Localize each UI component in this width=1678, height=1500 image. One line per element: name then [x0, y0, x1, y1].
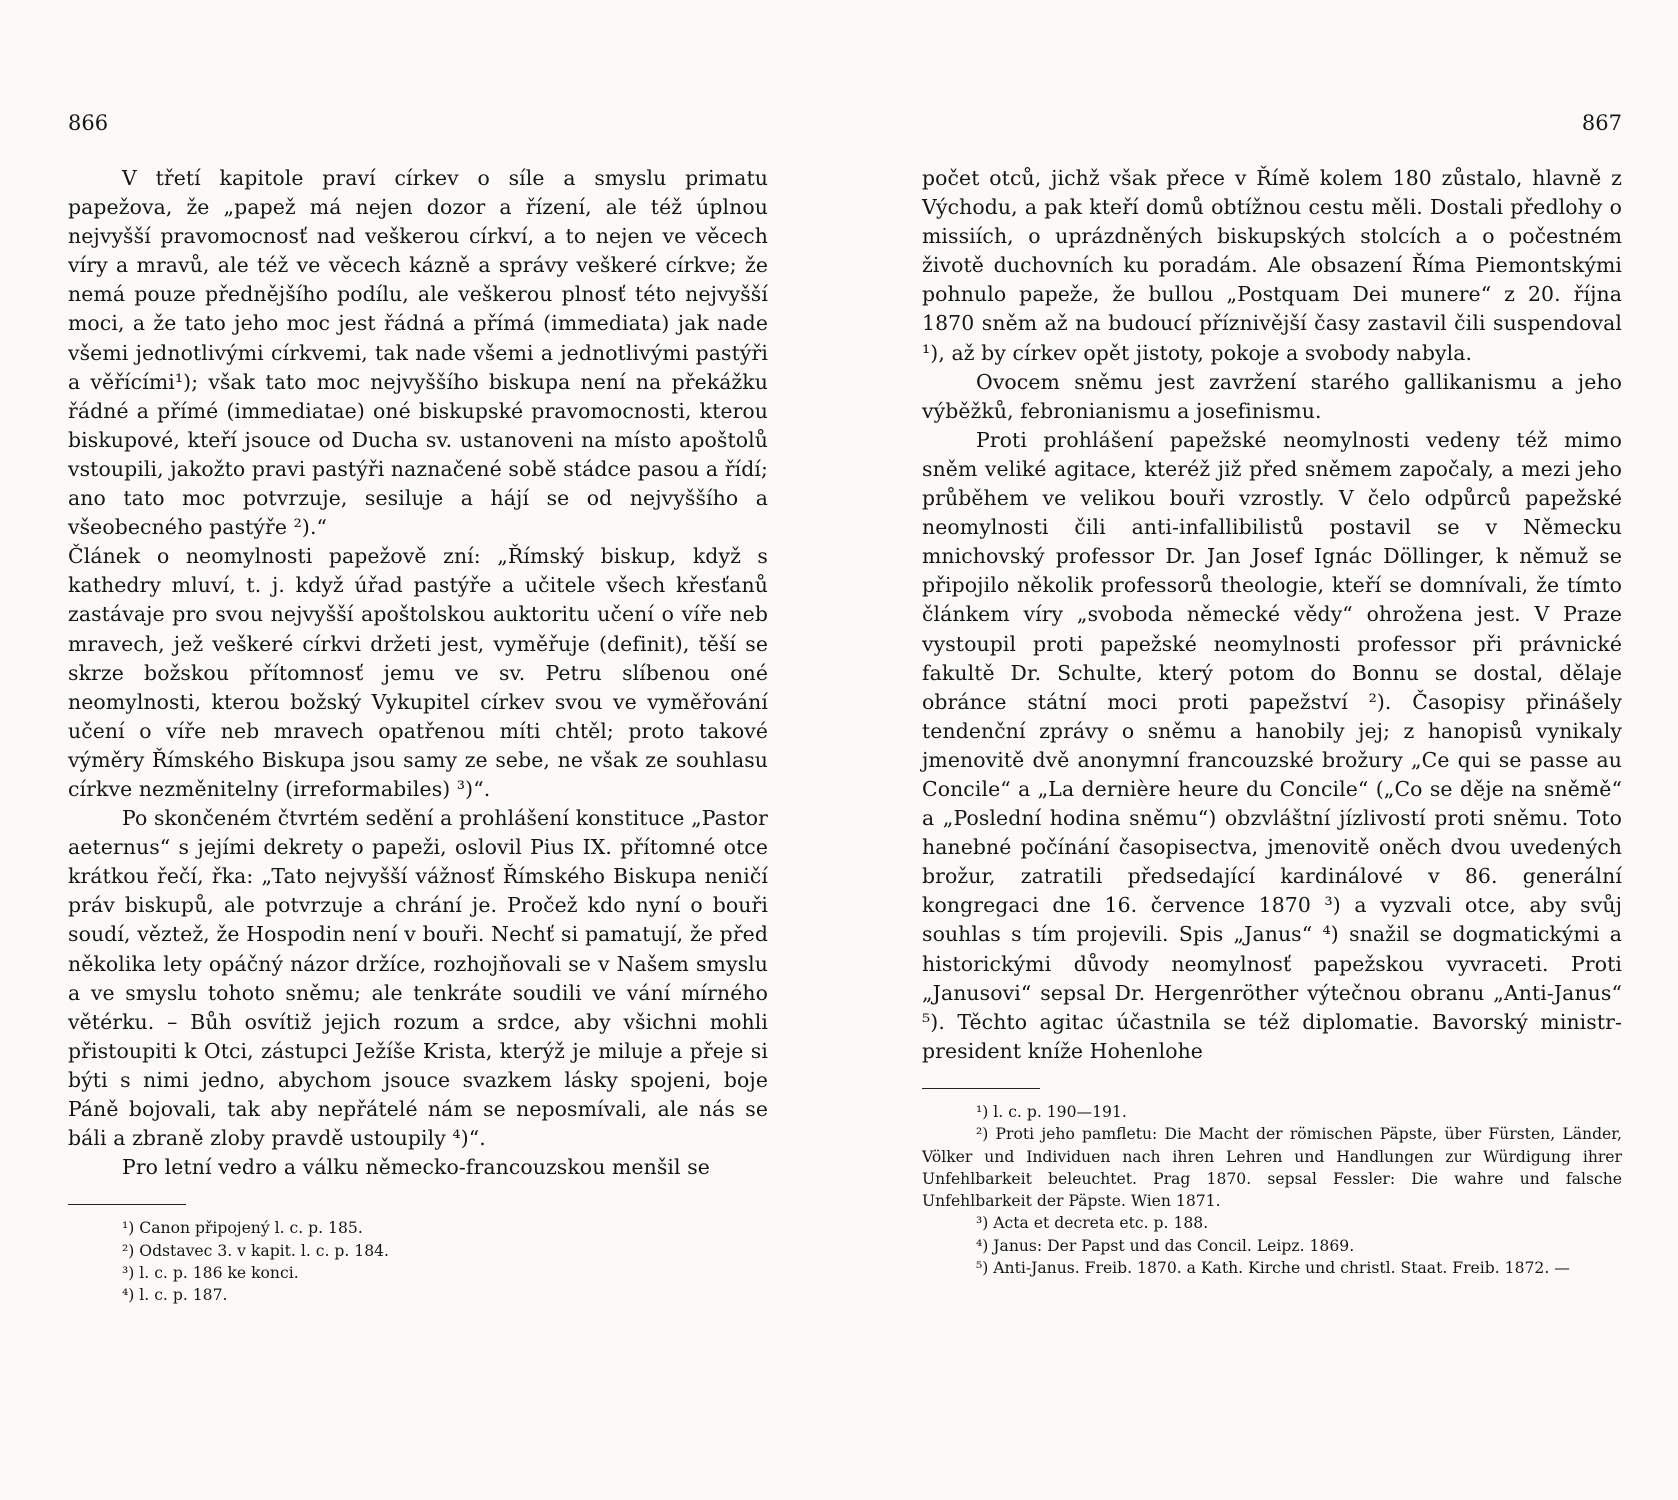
- paragraph: Ovocem sněmu jest zavržení starého gallikanismu a jeho výběžků, febronianismu a josefinismu.: [922, 369, 1622, 423]
- footnotes: [922, 1101, 1622, 1279]
- paragraph: Článek o neomylnosti papežově zní: „Římský biskup, když s kathedry mluví, t. j. když úřad pastýře a učitele všech křesťanů zastávaje pro svou nejvyšší apoštolskou auktoritu učení o víře neb mravech, jež veškeré církvi držeti jest, vyměřuje (definit), těší se skrze božskou přítomnosť jemu ve sv. Petru slíbenou oné neomylnosti, kterou božský Vykupitel církev svou ve vyměřování učení o víře neb mravech opatřenou míti chtěl; proto takové výměry Římského Biskupa jsou samy ze sebe, ne však ze souhlasu církve nezměnitelny (irreformabiles) ³)“.: [68, 544, 768, 801]
- footnote: ³) l. c. p. 186 ke konci.: [122, 1263, 299, 1282]
- footnote: ⁵) Anti-Janus. Freib. 1870. a Kath. Kirche und christl. Staat. Freib. 1872. —: [976, 1258, 1570, 1277]
- footnotes: [68, 1217, 768, 1306]
- page-number: 866: [68, 111, 109, 135]
- paragraph: Po skončeném čtvrtém sedění a prohlášení konstituce „Pastor aeternus“ s jejími dekrety o papeži, oslovil Pius IX. přítomné otce krátkou řečí, řka: „Tato nejvyšší vážnosť Římského Biskupa neničí práv biskupů, ale potvrzuje a chrání je. Pročež kdo nyní o bouři soudí, věztež, že Hospodin není v bouři. Nechť si pamatují, že před několika lety opáčný názor držíce, rozhojňovali se v Našem smyslu a ve smyslu tohoto sněmu; ale tenkráte soudili ve vání mírného větérku. – Bůh osvítiž jejich rozum a srdce, aby všichni mohli přistoupiti k Otci, zástupci Ježíše Krista, kterýž je miluje a přeje si býti s nimi jedno, abychom jsouce svazkem lásky spojeni, boje Páně bojovali, tak aby nepřátelé nám se neposmívali, ale nás se báli a zbraně zloby pravdě ustoupily ⁴)“.: [68, 806, 768, 1151]
- page-body: [922, 164, 1622, 1066]
- paragraph: počet otců, jichž však přece v Římě kolem 180 zůstalo, hlavně z Východu, a pak kteří domů obtížnou cestu měli. Dostali předlohy o missiích, o uprázdněných biskupských stolcích a o počestném životě duchovních ku poradám. Ale obsazení Říma Piemontskými pohnulo papeže, že bullou „Postquam Dei munere“ z 20. října 1870 sněm až na budoucí příznivější časy zastavil čili suspendoval ¹), až by církev opět jistoty, pokoje a svobody nabyla.: [922, 166, 1622, 365]
- paragraph: V třetí kapitole praví církev o síle a smyslu primatu papežova, že „papež má nejen dozor a řízení, ale též úplnou nejvyšší pravomocnosť nad veškerou církví, a to nejen ve věcech víry a mravů, ale též ve věcech kázně a správy veškeré církve; že nemá pouze přednějšího podílu, ale veškerou plnosť této nejvyšší moci, a že tato jeho moc jest řádná a přímá (immediata) jak nade všemi jednotlivými církvemi, tak nade všemi a jednotlivými pastýři a věřícími¹); však tato moc nejvyššího biskupa není na překážku řádné a přímé (immediatae) oné biskupské pravomocnosti, kterou biskupové, kteří jsouce od Ducha sv. ustanoveni na místo apoštolů vstoupili, jakožto pravi pastýři naznačené sobě stádce pasou a řídí; ano tato moc potvrzuje, sesiluje a hájí se od nejvyššího a všeobecného pastýře ²).“: [68, 166, 768, 540]
- page-left: [68, 110, 768, 1306]
- paragraph: Proti prohlášení papežské neomylnosti vedeny též mimo sněm veliké agitace, kteréž již před sněmem započaly, a mezi jeho průběhem ve velikou bouři vzrostly. V čelo odpůrců papežské neomylnosti čili anti-infallibilistů postavil se v Německu mnichovský professor Dr. Jan Josef Ignác Döllinger, k němuž se připojilo několik professorů theologie, kteří se domnívali, že tímto článkem víry „svoboda německé vědy“ ohrožena jest. V Praze vystoupil proti papežské neomylnosti professor při právnické fakultě Dr. Schulte, který potom do Bonnu se dostal, dělaje obránce státní moci proti papežství ²). Časopisy přinášely tendenční zprávy o sněmu a hanobily jej; z hanopisů vynikaly jmenovitě dvě anonymní francouzské brožury „Ce qui se passe au Concile“ a „La dernière heure du Concile“ („Co se děje na sněmě“ a „Poslední hodina sněmu“) obzvláštní jízlivostí proti sněmu. Toto hanebné počínání časopisectva, jmenovitě oněch dvou uvedených brožur, zatratili předsedající kardinálové v 86. generální kongregaci dne 16. července 1870 ³) a vyzvali otce, aby svůj souhlas s tím projevili. Spis „Janus“ ⁴) snažil se dogmatickými a historickými důvody neomylnosť papežskou vyvraceti. Proti „Janusovi“ sepsal Dr. Hergenröther výtečnou obranu „Anti-Janus“ ⁵). Těchto agitac účastnila se též diplomatie. Bavorský ministr-president kníže Hohenlohe: [922, 427, 1622, 1063]
- footnote: ¹) l. c. p. 190—191.: [976, 1102, 1127, 1121]
- footnote: ²) Odstavec 3. v kapit. l. c. p. 184.: [122, 1241, 390, 1260]
- footnote: ⁴) Janus: Der Papst und das Concil. Leipz. 1869.: [976, 1236, 1355, 1255]
- paragraph: Pro letní vedro a válku německo-francouzskou menšil se: [122, 1155, 710, 1180]
- page-right: [922, 110, 1622, 1279]
- footnote-separator: [922, 1088, 1040, 1089]
- footnote: ³) Acta et decreta etc. p. 188.: [976, 1214, 1209, 1233]
- footnote: ¹) Canon připojený l. c. p. 185.: [122, 1219, 363, 1238]
- page-body: [68, 164, 768, 1182]
- page-number: 867: [1581, 111, 1622, 135]
- footnote: ⁴) l. c. p. 187.: [122, 1286, 228, 1305]
- footnote-separator: [68, 1204, 186, 1205]
- footnote: ²) Proti jeho pamfletu: Die Macht der römischen Päpste, über Fürsten, Länder, Völker und Individuen nach ihren Lehren und Handlungen zur Würdigung ihrer Unfehlbarkeit beleuchtet. Prag 1870. sepsal Fessler: Die wahre und falsche Unfehlbarkeit der Päpste. Wien 1871.: [922, 1125, 1622, 1211]
